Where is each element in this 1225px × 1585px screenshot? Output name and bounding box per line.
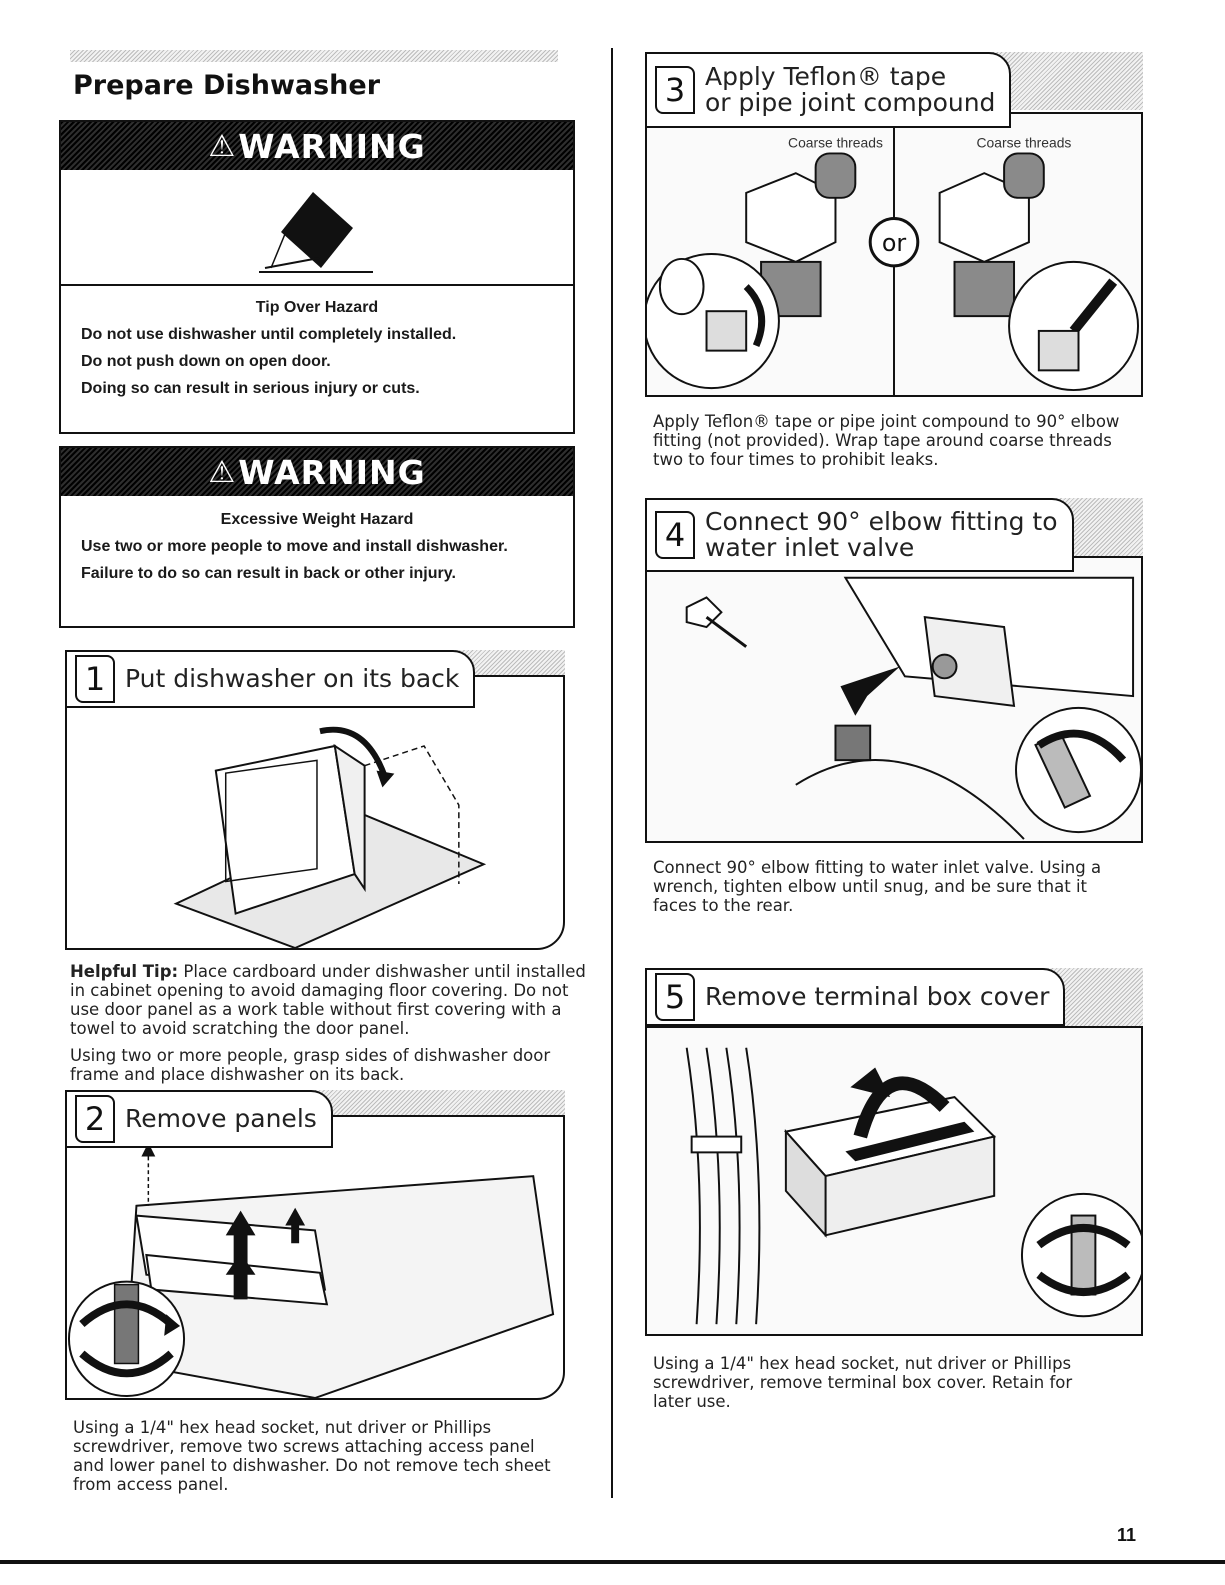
step-2-illustration xyxy=(65,1115,565,1400)
hazard-title: Tip Over Hazard xyxy=(255,299,379,316)
step-paragraph: Connect 90° elbow fitting to water inlet valve. Using a wrench, tighten elbow until snug, and be sure that it faces to the rear. xyxy=(653,858,1102,915)
step-1 xyxy=(65,650,565,950)
step-2-text xyxy=(73,1418,553,1502)
warning-tip-over xyxy=(59,120,575,434)
tip-over-icon xyxy=(61,170,569,284)
step-title-line: Apply Teflon® tape xyxy=(705,62,947,91)
step-number: 4 xyxy=(655,511,695,559)
step-number: 2 xyxy=(75,1095,115,1143)
tip-over-pictogram xyxy=(61,170,573,286)
bottom-rule xyxy=(0,1560,1225,1564)
step-title-line: or pipe joint compound xyxy=(705,88,996,117)
remove-panels-drawing xyxy=(67,1117,563,1398)
hazard-title: Excessive Weight Hazard xyxy=(220,511,414,528)
column-divider xyxy=(611,48,613,1498)
step-4 xyxy=(645,498,1143,843)
step-1-title-tab xyxy=(65,650,475,708)
step-number: 5 xyxy=(655,973,695,1021)
warning-line: Doing so can result in serious injury or cuts. xyxy=(81,380,420,397)
warning-line: Failure to do so can result in back or other injury. xyxy=(81,565,456,582)
dishwasher-on-back-drawing xyxy=(67,677,563,948)
warning-excessive-weight xyxy=(59,446,575,628)
warning-text xyxy=(61,496,573,584)
step-title: Put dishwasher on its back xyxy=(125,664,460,693)
warning-line: Do not use dishwasher until completely installed. xyxy=(81,326,457,343)
step-3-title-tab xyxy=(645,52,1011,128)
warning-header-label: WARNING xyxy=(238,452,426,492)
terminal-box-drawing xyxy=(647,1028,1141,1334)
warning-line: Do not push down on open door. xyxy=(81,353,331,370)
step-4-text xyxy=(653,858,1133,923)
step-paragraph: Apply Teflon® tape or pipe joint compound to 90° elbow fitting (not provided). Wrap tape around coarse threads two to four times to prohibit leaks. xyxy=(653,412,1120,469)
step-number: 1 xyxy=(75,655,115,703)
coarse-threads-label-left: Coarse threads xyxy=(788,134,883,151)
step-4-illustration xyxy=(645,556,1143,843)
step-2-title-tab xyxy=(65,1090,333,1148)
heading-bar xyxy=(70,50,558,62)
step-title-line: Connect 90° elbow fitting to xyxy=(705,507,1058,536)
step-4-title-tab xyxy=(645,498,1074,572)
step-5-text xyxy=(653,1354,1113,1419)
connect-elbow-drawing xyxy=(647,558,1141,841)
step-5-illustration xyxy=(645,1026,1143,1336)
page-title: Prepare Dishwasher xyxy=(73,70,381,101)
step-2 xyxy=(65,1090,565,1400)
step-5-title-tab xyxy=(645,968,1065,1026)
coarse-threads-label-right: Coarse threads xyxy=(976,134,1072,151)
warning-triangle-icon: ⚠ xyxy=(208,454,237,490)
step-5 xyxy=(645,968,1143,1336)
warning-header xyxy=(61,122,573,170)
step-3-text xyxy=(653,412,1143,477)
step-paragraph: Using a 1/4" hex head socket, nut driver or Phillips screwdriver, remove terminal box cover. Retain for later use. xyxy=(653,1354,1073,1411)
step-paragraph: Using a 1/4" hex head socket, nut driver or Phillips screwdriver, remove two screws attaching access panel and lower panel to dishwasher. Do not remove tech sheet from access panel. xyxy=(73,1418,551,1494)
step-1-text xyxy=(70,962,595,1092)
step-number: 3 xyxy=(655,66,695,114)
warning-header-label: WARNING xyxy=(238,126,426,166)
step-paragraph: Using two or more people, grasp sides of dishwasher door frame and place dishwasher on its back. xyxy=(70,1046,551,1084)
step-title-line: water inlet valve xyxy=(705,533,915,562)
warning-line: Use two or more people to move and install dishwasher. xyxy=(81,538,508,555)
step-title xyxy=(705,64,995,116)
step-title: Remove panels xyxy=(125,1104,317,1133)
step-1-tip-paragraph xyxy=(70,962,595,1038)
teflon-tape-drawing xyxy=(647,114,1141,395)
page-number: 11 xyxy=(1117,1525,1137,1545)
warning-header xyxy=(61,448,573,496)
tip-text: Place cardboard under dishwasher until installed in cabinet opening to avoid damaging floor covering. Do not use door panel as a work table without first covering with a towel to avoid scratching the door panel. xyxy=(70,962,586,1038)
step-title xyxy=(705,509,1058,561)
step-3-illustration xyxy=(645,112,1143,397)
step-3 xyxy=(645,52,1143,397)
warning-text xyxy=(61,286,573,399)
or-label: or xyxy=(881,229,907,258)
step-title: Remove terminal box cover xyxy=(705,982,1050,1011)
tip-label: Helpful Tip: xyxy=(70,962,179,981)
warning-triangle-icon: ⚠ xyxy=(208,128,237,164)
step-1-illustration xyxy=(65,675,565,950)
